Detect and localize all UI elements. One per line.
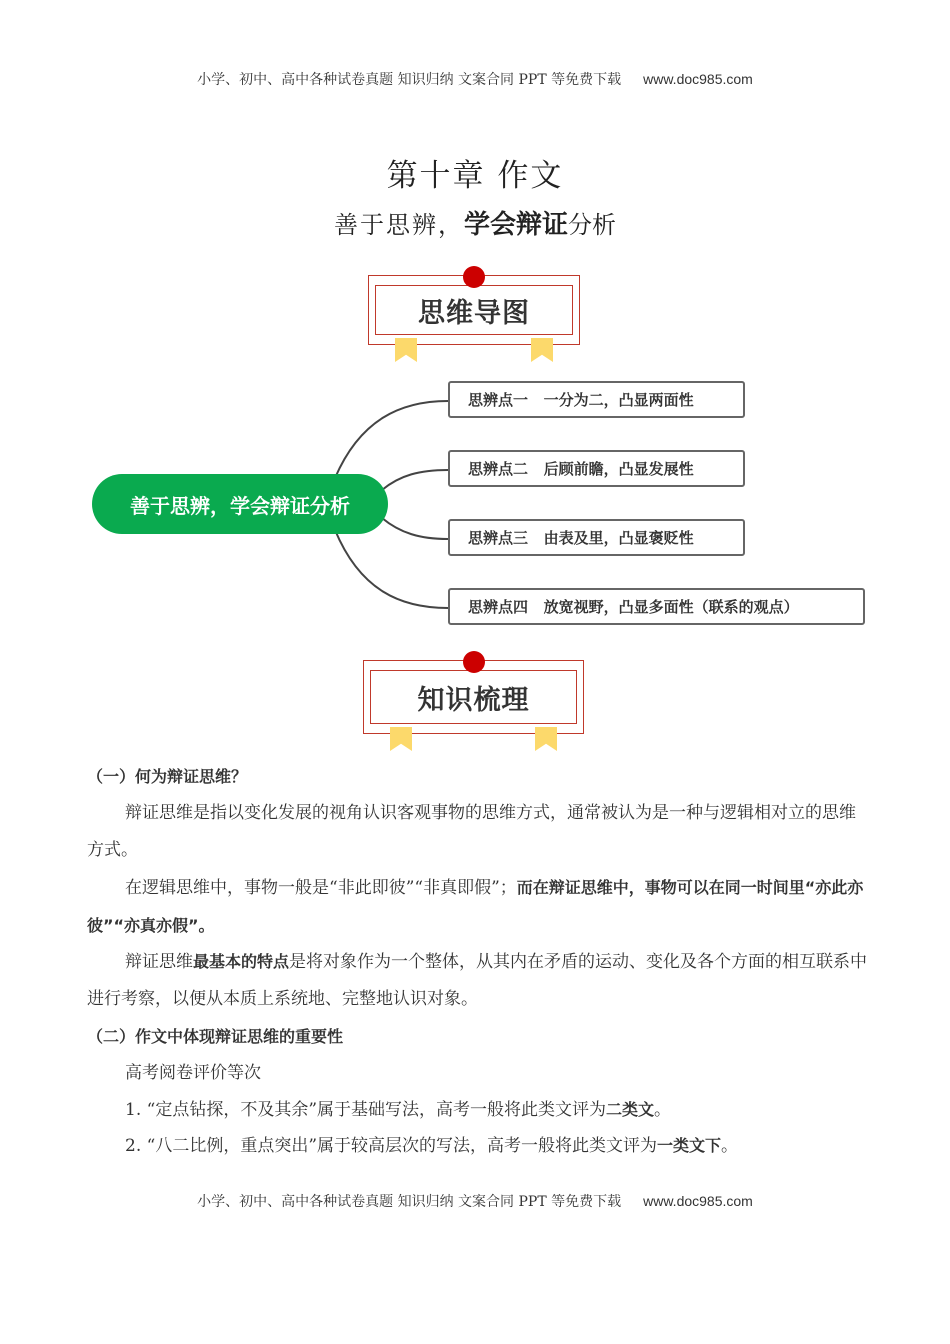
bold-run: 一类文下 <box>657 1136 722 1155</box>
paragraph: 辩证思维是指以变化发展的视角认识客观事物的思维方式，通常被认为是一种与逻辑相对立的思维方式。 <box>87 803 856 860</box>
subtitle-part2: 学会辩证 <box>463 210 568 240</box>
paragraph: 高考阅卷评价等次 <box>125 1063 261 1083</box>
list-item <box>87 1091 867 1129</box>
mindmap-node: 思辨点四 放宽视野，凸显多面性（联系的观点） <box>448 588 865 625</box>
red-dot-icon <box>463 651 485 673</box>
connector-3 <box>382 518 448 539</box>
footer-text: 小学、初中、高中各种试卷真题 知识归纳 文案合同 PPT 等免费下载 <box>197 1194 622 1210</box>
banner-title: 思维导图 <box>375 285 573 335</box>
text-run: 1. “定点钻探，不及其余”属于基础写法，高考一般将此类文评为 <box>125 1100 607 1120</box>
section1-heading: （一）何为辩证思维？ <box>87 767 248 786</box>
paragraph <box>87 943 867 1018</box>
ribbon-icon <box>390 727 412 751</box>
footer-url[interactable]: www.doc985.com <box>643 1193 753 1209</box>
chapter-title: 第十章 作文 <box>386 158 564 194</box>
page-footer <box>0 1191 950 1211</box>
header-text: 小学、初中、高中各种试卷真题 知识归纳 文案合同 PPT 等免费下载 <box>197 72 622 88</box>
subtitle-part1: 善于思辨， <box>333 211 464 239</box>
red-dot-icon <box>463 266 485 288</box>
knowledge-banner <box>363 660 584 734</box>
connector-4 <box>335 530 448 608</box>
text-run: 。 <box>654 1100 672 1120</box>
mindmap-node: 思辨点一 一分为二，凸显两面性 <box>448 381 745 418</box>
bold-run: 而在辩证思维中，事物可以在同一时间里“亦此亦彼”“亦真亦假”。 <box>87 878 864 935</box>
header-url[interactable]: www.doc985.com <box>643 71 753 87</box>
text-run: 。 <box>721 1136 739 1156</box>
bold-run: 二类文 <box>606 1100 655 1119</box>
paragraph <box>87 869 867 945</box>
section2-heading: （二）作文中体现辩证思维的重要性 <box>87 1027 344 1046</box>
mindmap-node: 思辨点二 后顾前瞻，凸显发展性 <box>448 450 745 487</box>
banner-title: 知识梳理 <box>370 670 577 724</box>
subtitle-part3: 分析 <box>568 211 616 239</box>
text-run: 是将对象作为一个整体，从其内在矛盾的运动、变化及各个方面的相互联系中进行考察，以便从本质上系统地、完整地认识对象。 <box>87 952 868 1009</box>
connector-2 <box>382 470 448 490</box>
list-item <box>87 1127 867 1165</box>
text-run: 在逻辑思维中，事物一般是“非此即彼”“非真即假”； <box>125 878 517 898</box>
mindmap-node: 思辨点三 由表及里，凸显褒贬性 <box>448 519 745 556</box>
text-run: 2. “八二比例，重点突出”属于较高层次的写法，高考一般将此类文评为 <box>125 1136 658 1156</box>
mindmap-center-node: 善于思辨，学会辩证分析 <box>92 474 388 534</box>
text-run: 辩证思维 <box>125 952 193 972</box>
bold-run: 最基本的特点 <box>193 952 290 971</box>
ribbon-icon <box>535 727 557 751</box>
connector-1 <box>335 401 448 478</box>
